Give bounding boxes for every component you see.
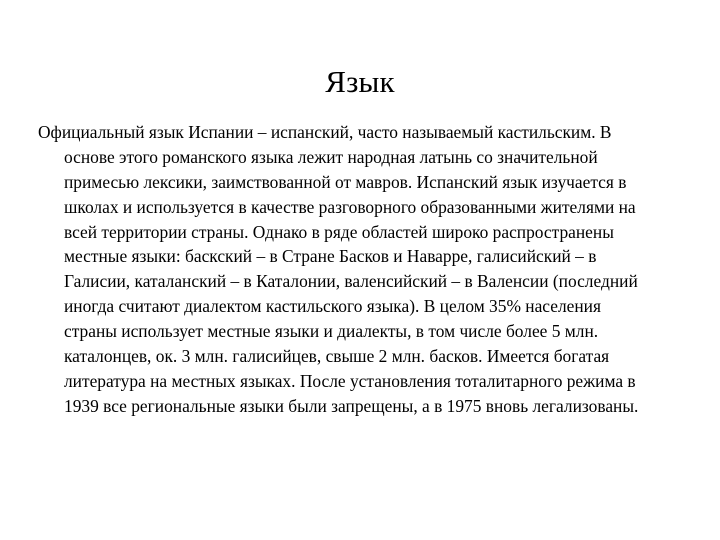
page-title: Язык <box>325 63 395 99</box>
body-paragraph: Официальный язык Испании – испанский, часто называемый кастильским. В основе этого романского языка лежит народная латынь со значительной примесью лексики, заимствованной от мавров. Испанский язык изучается в школах и используется в качестве разговорного образованными жителями на всей территории страны. Однако в ряде областей широко распространены местные языки: баскский – в Стране Басков и Наварре, галисийский – в Галисии, каталанский – в Каталонии, валенсийский – в Валенсии (последний иногда считают диалектом кастильского языка). В целом 35% населения страны использует местные языки и диалекты, в том числе более 5 млн. каталонцев, ок. 3 млн. галисийцев, свыше 2 млн. басков. Имеется богатая литература на местных языках. После установления тоталитарного режима в 1939 все региональные языки были запрещены, а в 1975 вновь легализованы. <box>38 122 639 416</box>
body-text-block <box>38 120 652 419</box>
